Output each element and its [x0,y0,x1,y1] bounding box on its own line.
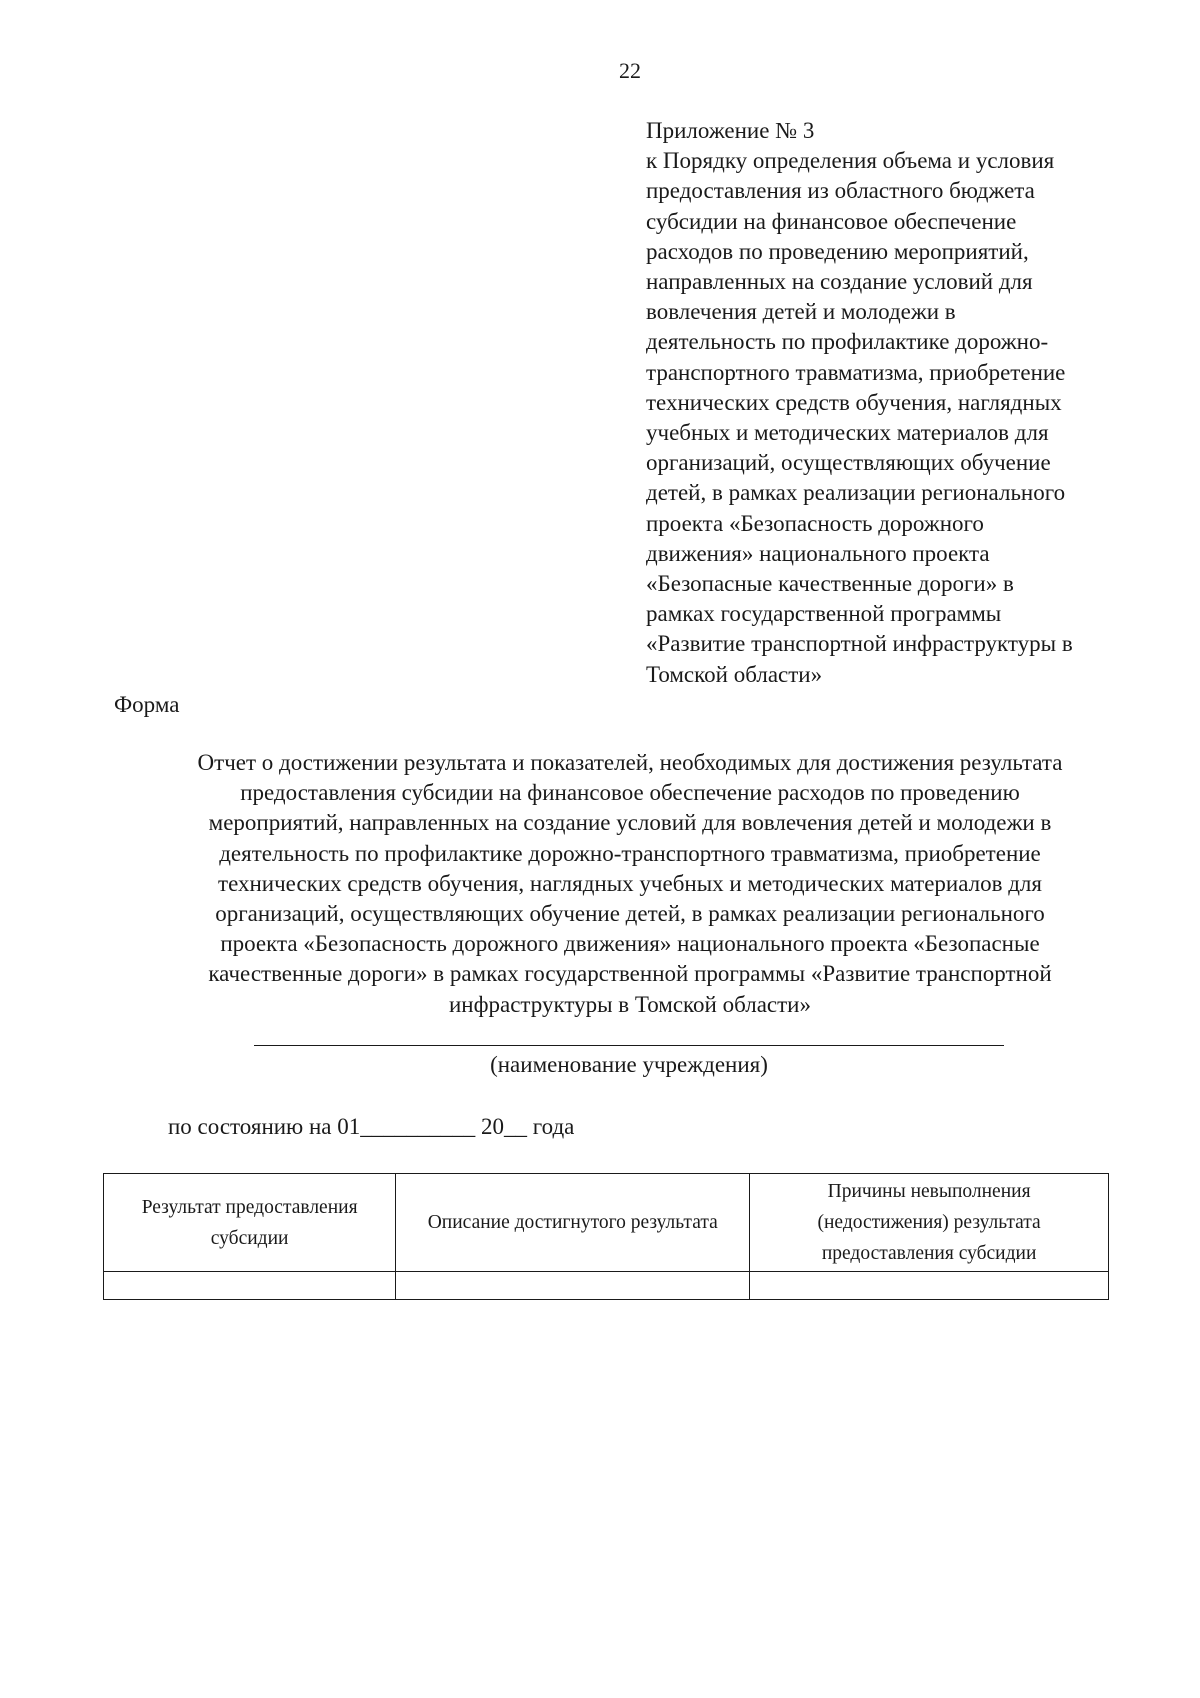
appendix-line: учебных и методических материалов для [646,420,1049,446]
appendix-line: Приложение № 3 [646,118,815,143]
appendix-line: к Порядку определения объема и условия [646,148,1055,174]
appendix-line: организаций, осуществляющих обучение [646,450,1051,476]
header-description: Описание достигнутого результата [396,1174,750,1272]
form-label: Форма [114,692,180,717]
report-table [103,1173,1109,1300]
header-reasons: Причины невыполнения (недостижения) результата предоставления субсидии [750,1174,1109,1272]
appendix-line: «Развитие транспортной инфраструктуры в [646,631,1073,657]
report-title-line: предоставления субсидии на финансовое обеспечение расходов по проведению [240,780,1020,806]
report-title-line: организаций, осуществляющих обучение детей, в рамках реализации регионального [215,901,1045,927]
appendix-line: проекта «Безопасность дорожного [646,510,984,536]
appendix-line: деятельность по профилактике дорожно- [646,329,1049,355]
appendix-line: технических средств обучения, наглядных [646,389,1062,415]
table-header-row [104,1174,1109,1272]
appendix-line: движения» национального проекта [646,540,990,566]
table-row [104,1272,1109,1300]
report-title [110,748,1150,1020]
page-number: 22 [619,58,641,83]
report-title-line: инфраструктуры в Томской области» [449,991,811,1017]
appendix-block [646,116,1146,690]
header-result: Результат предоставления субсидии [104,1174,396,1272]
report-title-line: Отчет о достижении результата и показателей, необходимых для достижения результата [197,750,1063,775]
report-title-line: деятельность по профилактике дорожно-транспортного травматизма, приобретение [219,840,1041,866]
appendix-line: субсидии на финансовое обеспечение [646,208,1017,234]
appendix-line: направленных на создание условий для [646,269,1033,295]
table-cell-reasons[interactable] [750,1272,1109,1300]
appendix-line: расходов по проведению мероприятий, [646,238,1029,264]
appendix-line: предоставления из областного бюджета [646,178,1035,204]
appendix-line: «Безопасные качественные дороги» в [646,571,1014,597]
table-cell-description[interactable] [396,1272,750,1300]
appendix-line: Томской области» [646,661,823,687]
institution-name-line[interactable] [254,1045,1004,1046]
report-title-line: качественные дороги» в рамках государственной программы «Развитие транспортной [208,961,1052,987]
appendix-line: рамках государственной программы [646,601,1002,627]
table-cell-result[interactable] [104,1272,396,1300]
appendix-line: вовлечения детей и молодежи в [646,299,956,325]
appendix-line: транспортного травматизма, приобретение [646,359,1066,385]
date-line: по состоянию на 01__________ 20__ года [168,1114,575,1139]
report-title-line: мероприятий, направленных на создание условий для вовлечения детей и молодежи в [208,810,1052,836]
institution-caption: (наименование учреждения) [490,1052,768,1077]
report-title-line: проекта «Безопасность дорожного движения» национального проекта «Безопасные [220,931,1040,957]
appendix-line: детей, в рамках реализации регионального [646,480,1066,506]
report-title-line: технических средств обучения, наглядных учебных и методических материалов для [218,870,1042,896]
